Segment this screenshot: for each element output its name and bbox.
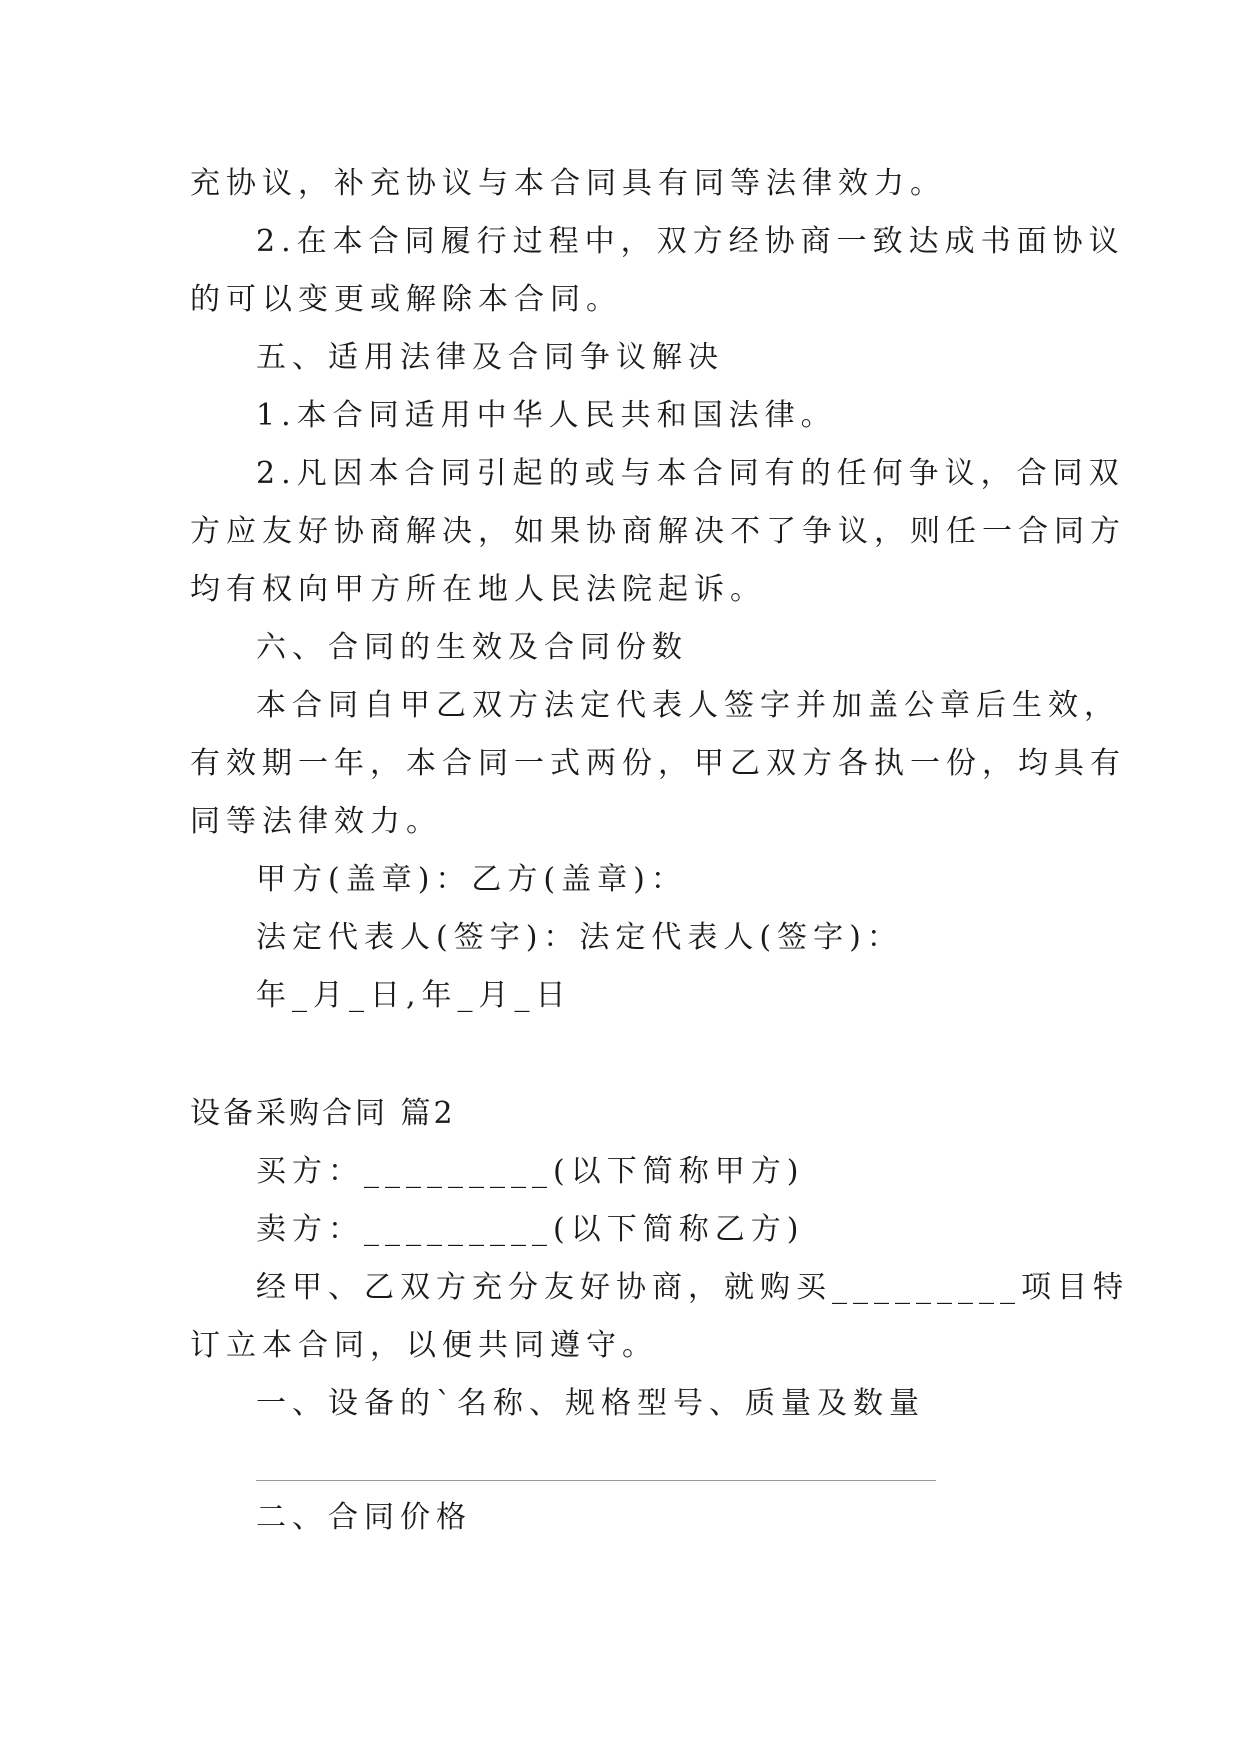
paragraph-line: 经甲、乙双方充分友好协商，就购买_________项目特 — [256, 1270, 1129, 1305]
date-line: 年_月_日,年_月_日 — [256, 978, 572, 1013]
blank-fill-line — [256, 1480, 936, 1481]
signature-line: 甲方(盖章)：乙方(盖章)： — [256, 862, 687, 897]
paragraph-line: 订立本合同，以便共同遵守。 — [190, 1328, 658, 1363]
signature-line: 法定代表人(签字)：法定代表人(签字)： — [256, 920, 903, 955]
section-title: 设备采购合同 篇2 — [190, 1096, 456, 1131]
seller-line: 卖方：_________(以下简称乙方) — [256, 1212, 805, 1247]
section-heading: 一、设备的`名称、规格型号、质量及数量 — [256, 1386, 925, 1421]
section-heading: 六、合同的生效及合同份数 — [256, 630, 688, 665]
paragraph-line: 的可以变更或解除本合同。 — [190, 282, 622, 317]
paragraph-line: 2.在本合同履行过程中，双方经协商一致达成书面协议 — [256, 224, 1125, 259]
paragraph-line: 2.凡因本合同引起的或与本合同有的任何争议，合同双 — [256, 456, 1125, 491]
paragraph-line: 本合同自甲乙双方法定代表人签字并加盖公章后生效， — [256, 688, 1120, 723]
paragraph-line: 1.本合同适用中华人民共和国法律。 — [256, 398, 837, 433]
paragraph-line: 方应友好协商解决，如果协商解决不了争议，则任一合同方 — [190, 514, 1126, 549]
paragraph-line: 充协议，补充协议与本合同具有同等法律效力。 — [190, 166, 946, 201]
paragraph-line: 均有权向甲方所在地人民法院起诉。 — [190, 572, 766, 607]
paragraph-line: 有效期一年，本合同一式两份，甲乙双方各执一份，均具有 — [190, 746, 1126, 781]
buyer-line: 买方：_________(以下简称甲方) — [256, 1154, 805, 1189]
paragraph-line: 同等法律效力。 — [190, 804, 442, 839]
section-heading: 五、适用法律及合同争议解决 — [256, 340, 724, 375]
section-heading: 二、合同价格 — [256, 1500, 472, 1535]
